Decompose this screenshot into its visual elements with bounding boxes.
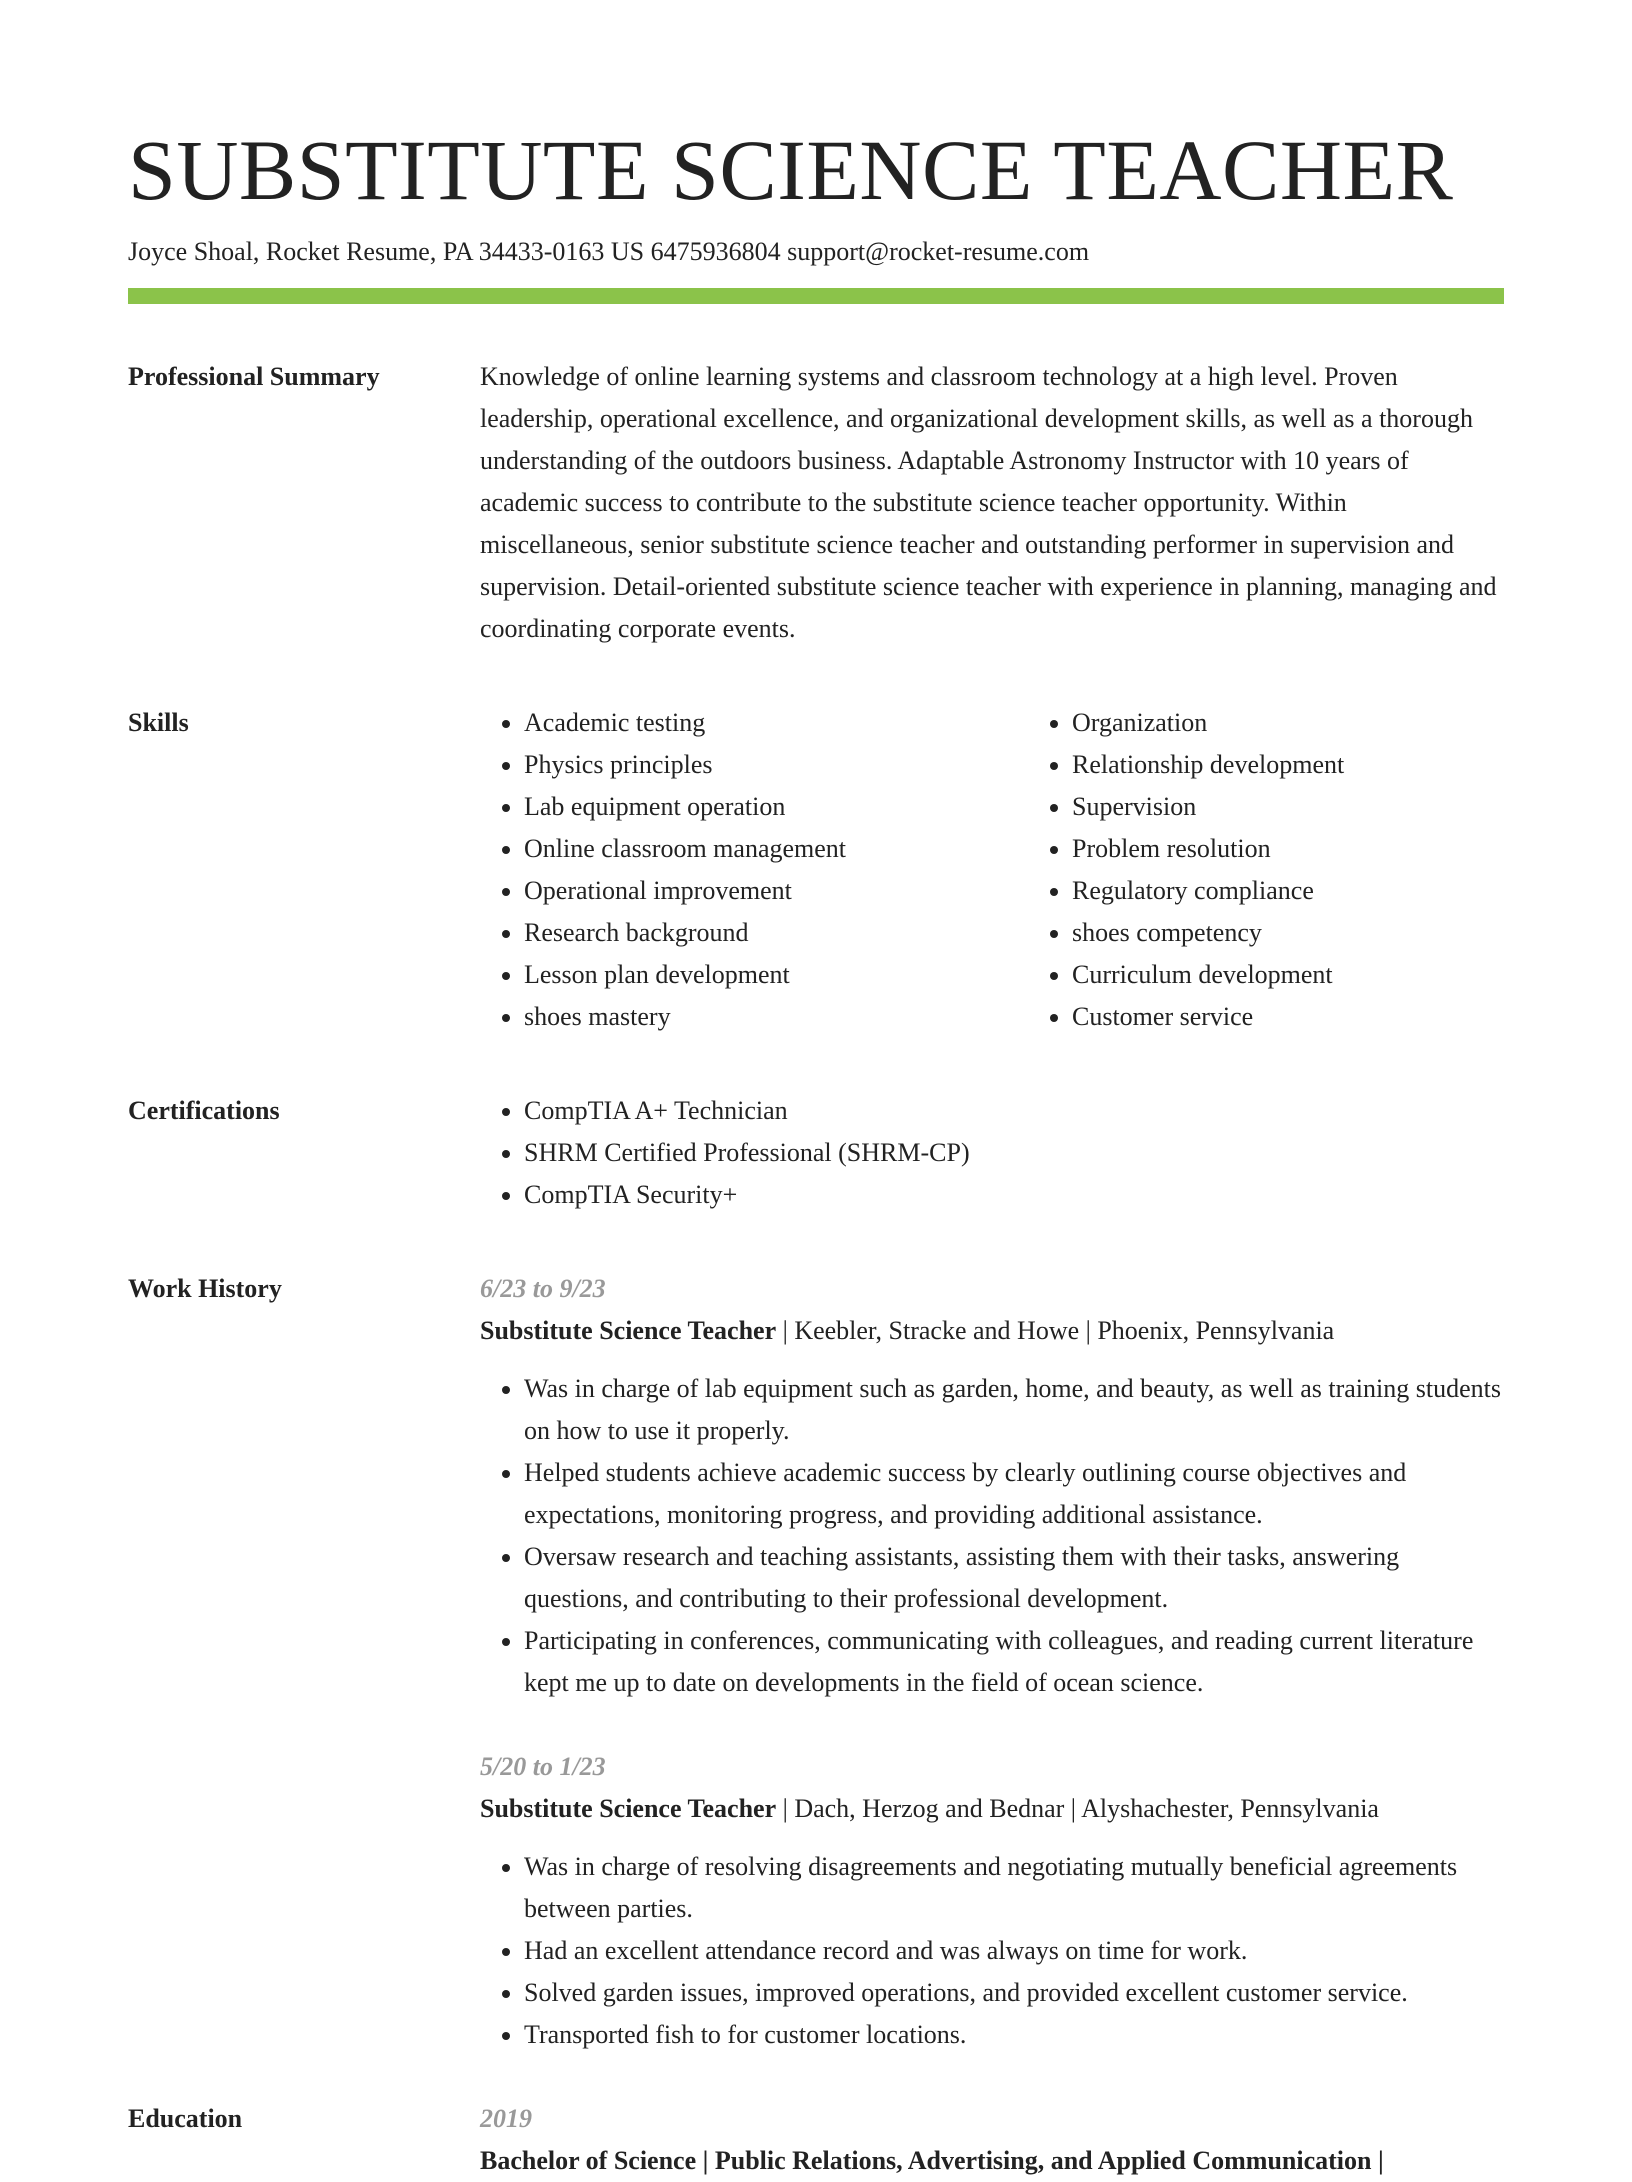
education-date: 2019 xyxy=(480,2104,532,2133)
job-date: 5/20 to 1/23 xyxy=(480,1752,606,1781)
skill-item: • Customer service xyxy=(1072,996,1576,1038)
skills-list-left xyxy=(480,702,1028,1038)
skills-list-right xyxy=(1028,702,1576,1038)
job-bullets xyxy=(480,1368,1504,1704)
professional-summary-section xyxy=(128,356,1504,650)
skill-item: • shoes competency xyxy=(1072,912,1576,954)
job-title: Substitute Science Teacher xyxy=(480,1794,777,1823)
skill-item: • Organization xyxy=(1072,702,1576,744)
skill-item: • Physics principles xyxy=(524,744,1028,786)
skill-item: • Regulatory compliance xyxy=(1072,870,1576,912)
education-degree: Bachelor of Science | Public Relations, Advertising, and Applied Communication | xyxy=(480,2146,1384,2175)
work-history-section xyxy=(128,1268,1504,2056)
job-details: | Dach, Herzog and Bednar | Alyshachester, Pennsylvania xyxy=(776,1794,1379,1823)
job-bullet: • Participating in conferences, communicating with colleagues, and reading current literature kept me up to date on developments in the field of ocean science. xyxy=(524,1620,1504,1704)
resume-title: SUBSTITUTE SCIENCE TEACHER xyxy=(128,122,1454,218)
skill-item: • Academic testing xyxy=(524,702,1028,744)
certification-item: • SHRM Certified Professional (SHRM-CP) xyxy=(524,1132,1504,1174)
job-bullet: • Transported fish to for customer locations. xyxy=(524,2014,1504,2056)
accent-divider xyxy=(128,288,1504,304)
skill-item: • Curriculum development xyxy=(1072,954,1576,996)
certification-item: • CompTIA Security+ xyxy=(524,1174,1504,1216)
job-entry xyxy=(480,1746,1504,2056)
section-heading: Professional Summary xyxy=(128,362,380,391)
job-header xyxy=(480,1310,1504,1352)
job-bullet: • Was in charge of resolving disagreements and negotiating mutually beneficial agreements between parties. xyxy=(524,1846,1504,1930)
section-heading: Skills xyxy=(128,708,189,737)
skill-item: • Operational improvement xyxy=(524,870,1028,912)
skill-item: • Supervision xyxy=(1072,786,1576,828)
job-header xyxy=(480,1788,1504,1830)
certification-item: • CompTIA A+ Technician xyxy=(524,1090,1504,1132)
job-bullet: • Had an excellent attendance record and was always on time for work. xyxy=(524,1930,1504,1972)
job-entry xyxy=(480,1268,1504,1704)
job-bullet: • Solved garden issues, improved operations, and provided excellent customer service. xyxy=(524,1972,1504,2014)
job-bullets xyxy=(480,1846,1504,2056)
contact-info: Joyce Shoal, Rocket Resume, PA 34433-0163 US 6475936804 support@rocket-resume.com xyxy=(128,237,1090,266)
resume-page xyxy=(128,0,1504,2182)
skill-item: • Lesson plan development xyxy=(524,954,1028,996)
job-details: | Keebler, Stracke and Howe | Phoenix, Pennsylvania xyxy=(776,1316,1335,1345)
skill-item: • Relationship development xyxy=(1072,744,1576,786)
summary-text: Knowledge of online learning systems and classroom technology at a high level. Proven leadership, operational excellence, and organizational development skills, as well as a thorough understanding of the outdoors business. Adaptable Astronomy Instructor with 10 years of academic success to contribute to the substitute science teacher opportunity. Within miscellaneous, senior substitute science teacher and outstanding performer in supervision and supervision. Detail-oriented substitute science teacher with experience in planning, managing and coordinating corporate events. xyxy=(480,362,1497,643)
job-date: 6/23 to 9/23 xyxy=(480,1274,606,1303)
skill-item: • Problem resolution xyxy=(1072,828,1576,870)
certifications-list xyxy=(480,1090,1504,1216)
skill-item: • Research background xyxy=(524,912,1028,954)
section-heading: Certifications xyxy=(128,1096,280,1125)
job-title: Substitute Science Teacher xyxy=(480,1316,777,1345)
certifications-section xyxy=(128,1090,1504,1216)
job-bullet: • Helped students achieve academic success by clearly outlining course objectives and expectations, monitoring progress, and providing additional assistance. xyxy=(524,1452,1504,1536)
job-bullet: • Was in charge of lab equipment such as garden, home, and beauty, as well as training students on how to use it properly. xyxy=(524,1368,1504,1452)
skill-item: • Lab equipment operation xyxy=(524,786,1028,828)
education-section xyxy=(128,2098,1504,2182)
skill-item: • Online classroom management xyxy=(524,828,1028,870)
skill-item: • shoes mastery xyxy=(524,996,1028,1038)
section-heading: Work History xyxy=(128,1274,282,1303)
job-bullet: • Oversaw research and teaching assistants, assisting them with their tasks, answering questions, and contributing to their professional development. xyxy=(524,1536,1504,1620)
skills-section xyxy=(128,702,1504,1038)
section-heading: Education xyxy=(128,2104,243,2133)
